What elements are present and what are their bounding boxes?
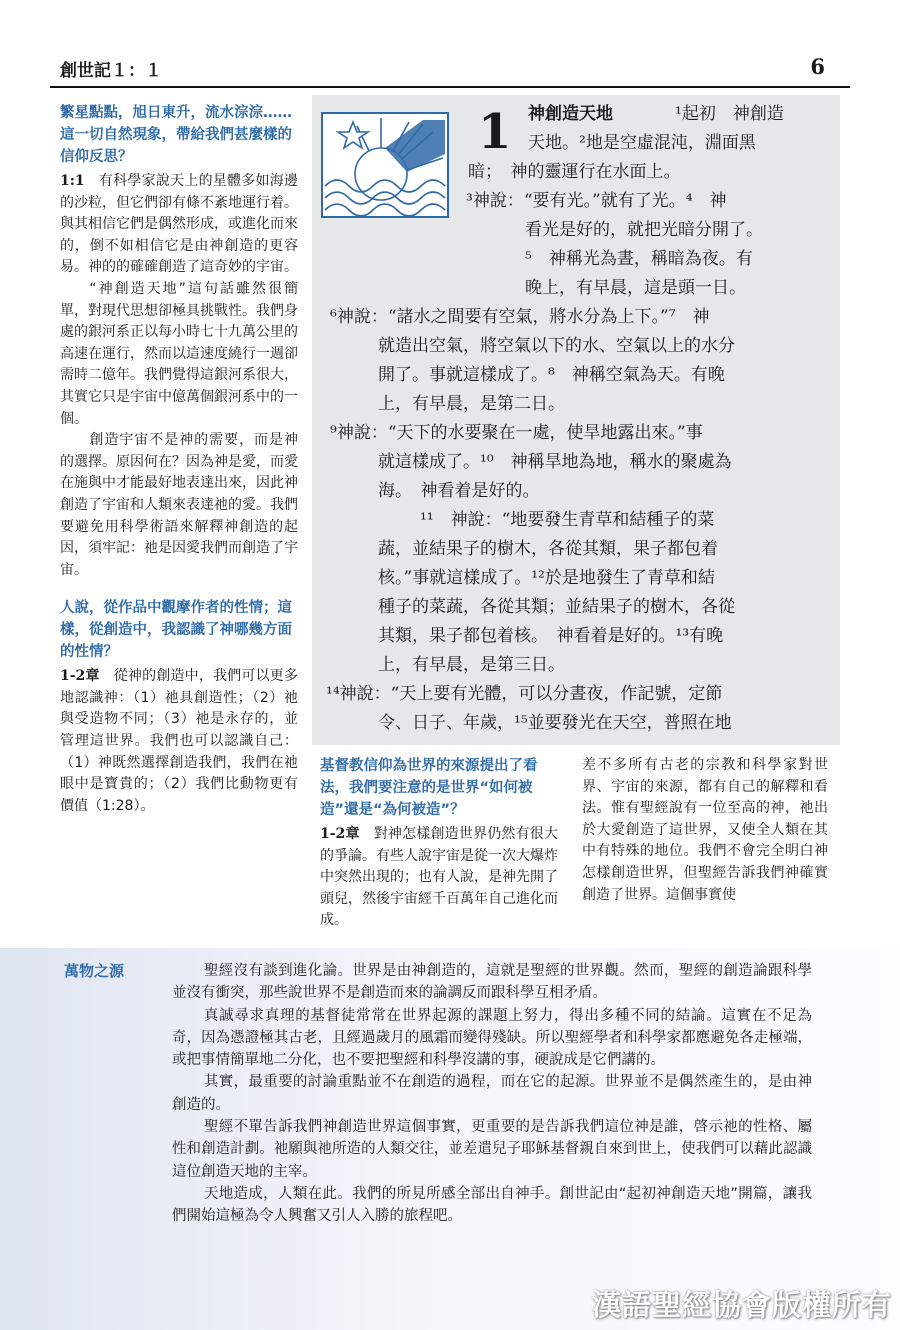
article-paragraph: 聖經沒有談到進化論。世界是由神創造的，這就是聖經的世界觀。然而，聖經的創造論跟科學並沒有衝突，那些說世界不是創造而來的論調反而跟科學互相矛盾。 — [172, 963, 812, 1002]
note-paragraph — [60, 666, 298, 817]
note-text: 從神的創造中，我們可以更多地認識神：（1）祂具創造性；（2）祂與受造物不同；（3）祂是永存的，並管理這世界。我們也可以認識自己：（1）神既然選擇創造我們，我們在祂眼中是寶貴的；（2）我們比動物更有價值（1:28）。 — [60, 668, 299, 814]
article-title: 萬物之源 — [64, 962, 125, 980]
note-reference: 1-2章 — [60, 668, 100, 685]
spacer — [60, 581, 298, 597]
verse-line: 就這樣成了。¹⁰ 神稱旱地為地，稱水的聚處為 — [378, 452, 732, 472]
creation-illustration — [321, 112, 449, 218]
verse-line: 其類，果子都包着核。 神看着是好的。¹³有晚 — [378, 626, 724, 646]
running-header — [60, 56, 825, 86]
study-notes-middle — [320, 755, 558, 932]
study-notes-left — [60, 102, 298, 817]
article-paragraph: 真誠尋求真理的基督徒常常在世界起源的課題上努力，得出多種不同的結論。這實在不足為奇，因為憑證極其古老，且經過歲月的風霜而變得殘缺。所以聖經學者和科學家都應避免各走極端，或把事情簡單地二分化，也不要把聖經和科學沒講的事，硬說成是它們講的。 — [172, 1007, 812, 1069]
verse-line: 核。”事就這樣成了。¹²於是地發生了青草和結 — [378, 568, 715, 588]
page-number: 6 — [810, 54, 825, 79]
chapter-number: 1 — [478, 104, 512, 160]
article-paragraph: 其實，最重要的討論重點並不在創造的過程，而在它的起源。世界並不是偶然產生的，是由神創造的。 — [172, 1074, 812, 1113]
section-heading: 神創造天地 — [528, 104, 613, 124]
note-paragraph: 創造宇宙不是神的需要，而是神的選擇。原因何在？因為神是愛，而愛在施與中才能最好地表達出來，因此神創造了宇宙和人類來表達祂的愛。我們要避免用科學術語來解釋神創造的起因，須牢記：祂是因愛我們而創造了宇宙。 — [60, 432, 298, 578]
verse-line: 上，有早晨，是第二日。 — [378, 394, 565, 414]
article-paragraph: 聖經不單告訴我們神創造世界這個事實，更重要的是告訴我們這位神是誰，啓示祂的性格、屬性和創造計劃。祂願與祂所造的人類交往，並差遣兒子耶穌基督親自來到世上，使我們可以藉此認識這位創造天地的主宰。 — [172, 1119, 812, 1180]
verse-line: ⁵ 神稱光為晝，稱暗為夜。有 — [525, 249, 753, 269]
note-paragraph — [320, 824, 558, 932]
verse-line: 暗； 神的靈運行在水面上。 — [468, 162, 681, 182]
verse-line: 蔬，並結果子的樹木，各從其類，果子都包着 — [378, 539, 718, 559]
verse-line: 天地。²地是空虛混沌，淵面黑 — [528, 133, 756, 153]
note-question-3: 基督教信仰為世界的來源提出了看法，我們要注意的是世界“如何被造”還是“為何被造”？ — [320, 758, 538, 818]
verse-line: 令、日子、年歲，¹⁵並要發光在天空，普照在地 — [378, 713, 732, 733]
verse-line: ¹⁴神說：“天上要有光體，可以分晝夜，作記號，定節 — [326, 684, 723, 704]
verse-line: 種子的菜蔬，各從其類；並結果子的樹木，各從 — [378, 597, 735, 617]
verse-line: 晚上，有早晨，這是頭一日。 — [525, 278, 746, 298]
verse-line: ¹起初 神創造 — [675, 104, 784, 124]
note-text: 對神怎樣創造世界仍然有很大的爭論。有些人說宇宙是從一次大爆炸中突然出現的；也有人說，是神先開了頭兒，然後宇宙經千百萬年自己進化而成。 — [320, 826, 559, 929]
header-divider — [50, 86, 850, 88]
note-paragraph: 差不多所有古老的宗教和科學家對世界、宇宙的來源，都有自己的解釋和看法。惟有聖經說有一位至高的神，祂出於大愛創造了這世界，又使全人類在其中有特殊的地位。我們不會完全明白神怎樣創造世界，但聖經告訴我們神確實創造了世界。這個事實使 — [582, 757, 828, 903]
verse-line: 就造出空氣，將空氣以下的水、空氣以上的水分 — [378, 336, 735, 356]
verse-line: ⁹神說：“天下的水要聚在一處，使旱地露出來。”事 — [330, 423, 703, 443]
verse-line: 開了。事就這樣成了。⁸ 神稱空氣為天。有晚 — [378, 365, 725, 385]
note-reference: 1-2章 — [320, 826, 360, 842]
note-paragraph — [60, 171, 298, 279]
article-body — [172, 960, 812, 1228]
verse-line: ³神說：“要有光。”就有了光。⁴ 神 — [466, 191, 727, 211]
study-notes-right — [582, 755, 828, 906]
star-sun-waves-icon — [323, 114, 447, 216]
note-reference: 1:1 — [60, 173, 85, 189]
article-paragraph: 天地造成，人類在此。我們的所見所感全部出自神手。創世記由“起初神創造天地”開篇，讓我們開始這極為令人興奮又引人入勝的旅程吧。 — [172, 1185, 812, 1225]
verse-line: ⁶神說：“諸水之間要有空氣，將水分為上下。”⁷ 神 — [330, 307, 710, 327]
book-chapter-verse-ref: 創世記１：１ — [60, 61, 162, 81]
verse-line: ¹¹ 神說：“地要發生青草和結種子的菜 — [420, 510, 715, 530]
copyright-watermark: 漢語聖經協會版權所有 — [591, 1288, 892, 1322]
verse-line: 看光是好的，就把光暗分開了。 — [525, 220, 763, 240]
note-question-1: 繁星點點，旭日東升，流水淙淙……這一切自然現象，帶給我們甚麼樣的信仰反思？ — [60, 105, 292, 165]
note-question-2: 人說，從作品中觀摩作者的性情；這樣，從創造中，我認識了神哪幾方面的性情？ — [60, 600, 292, 661]
note-paragraph: “神創造天地”這句話雖然很簡單，對現代思想卻極具挑戰性。我們身處的銀河系正以每小時七十九萬公里的高速在運行，然而以這速度繞行一週卻需時二億年。我們覺得這銀河系很大，其實它只是宇宙中億萬個銀河系中的一個。 — [60, 280, 298, 427]
verse-line: 上，有早晨，是第三日。 — [378, 655, 565, 675]
note-text: 有科學家說天上的星體多如海邊的沙粒，但它們卻有條不紊地運行着。與其相信它們是偶然形成，或進化而來的，倒不如相信它是由神創造的更容易。神的的確確創造了這奇妙的宇宙。 — [60, 173, 298, 276]
verse-line: 海。 神看着是好的。 — [378, 481, 540, 501]
